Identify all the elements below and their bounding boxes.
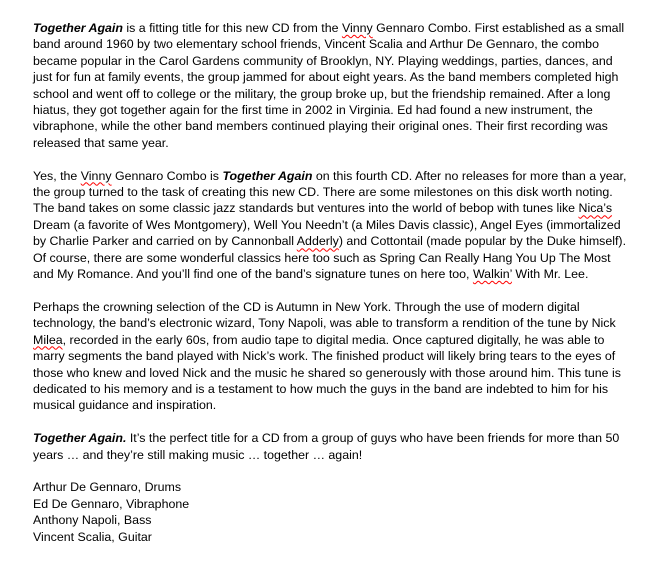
band-credits xyxy=(33,479,633,545)
text-run: , recorded in the early 60s, from audio tape to digital media. Once captured digitally, he was able to marry segments the band played with Nick’s work. The finished product will likely bring tears to the eyes of those who knew and loved Nick and the music he shared so generously with those around him. This tune is dedicated to his memory and is a testament to how much the guys in the band are indebted to him for his musical guidance and inspiration. xyxy=(33,332,621,413)
emphasized-title: Together Again xyxy=(33,21,123,35)
spellcheck-flagged-word: Walkin’ xyxy=(472,267,512,282)
spellcheck-flagged-word: Nica’s xyxy=(578,201,613,216)
emphasized-title: Together Again. xyxy=(33,431,127,446)
text-run: Gennaro Combo. First established as a small band around 1960 by two elementary school friends, Vincent Scalia and Arthur De Gennaro, the combo became popular in the Carol Gardens community of Brooklyn, NY. Playing weddings, parties, dances, and just for fun at family events, the group jammed for about eight years. As the band members completed high school and went off to college or the military, the group broke up, but the friendship remained. After a long hiatus, they got together again for the first time in 2002 in Virginia. Ed had found a new instrument, the vibraphone, while the other band members continued playing their original ones. Their first recording was released that same year. xyxy=(33,21,625,150)
document-body xyxy=(33,20,633,545)
spellcheck-flagged-word: Vinny xyxy=(341,21,373,35)
text-run: ) and Cottontail (made popular by the Duke himself). Of course, there are some wonderful classics here too such as Spring Can Really Hang You Up The Most and My Romance. And you’ll find one of the band’s signature tunes on here too, xyxy=(33,234,627,282)
credit-line: Arthur De Gennaro, Drums xyxy=(33,480,182,495)
spellcheck-flagged-word: Adderly xyxy=(296,234,339,249)
paragraph-autumn-in-new-york xyxy=(33,299,633,414)
text-run: Perhaps the crowning selection of the CD is Autumn in New York. Through the use of modern digital technology, the band’s electronic wizard, Tony Napoli, was able to transform a rendition of the tune by Nick xyxy=(33,299,616,331)
text-run: Yes, the xyxy=(33,168,81,183)
spellcheck-flagged-word: Vinny xyxy=(80,168,112,183)
paragraph-intro xyxy=(33,20,633,151)
credit-line: Ed De Gennaro, Vibraphone xyxy=(33,496,190,511)
text-run: Dream (a favorite of Wes Montgomery), Well You Needn’t (a Miles Davis classic), Angel Eyes (immortalized by Charlie Parker and carried on by Cannonball xyxy=(33,217,621,249)
text-run: With Mr. Lee. xyxy=(511,267,589,282)
paragraph-conclusion xyxy=(33,430,633,463)
emphasized-title: Together Again xyxy=(222,168,313,183)
credit-line: Vincent Scalia, Guitar xyxy=(33,529,152,544)
spellcheck-flagged-word: Milea xyxy=(33,332,63,347)
text-run: on this fourth CD. After no releases for more than a year, the group turned to the task of creating this new CD. There are some milestones on this disk worth noting. The band takes on some classic jazz standards but ventures into the world of bebop with tunes like xyxy=(33,168,627,216)
text-run: is a fitting title for this new CD from the xyxy=(122,21,342,35)
credit-line: Anthony Napoli, Bass xyxy=(33,513,152,528)
text-run: Gennaro Combo is xyxy=(111,168,223,183)
text-run: It’s the perfect title for a CD from a group of guys who have been friends for more than 50 years … and they’re still making music … together … again! xyxy=(33,431,620,462)
paragraph-fourth-cd xyxy=(33,168,633,283)
